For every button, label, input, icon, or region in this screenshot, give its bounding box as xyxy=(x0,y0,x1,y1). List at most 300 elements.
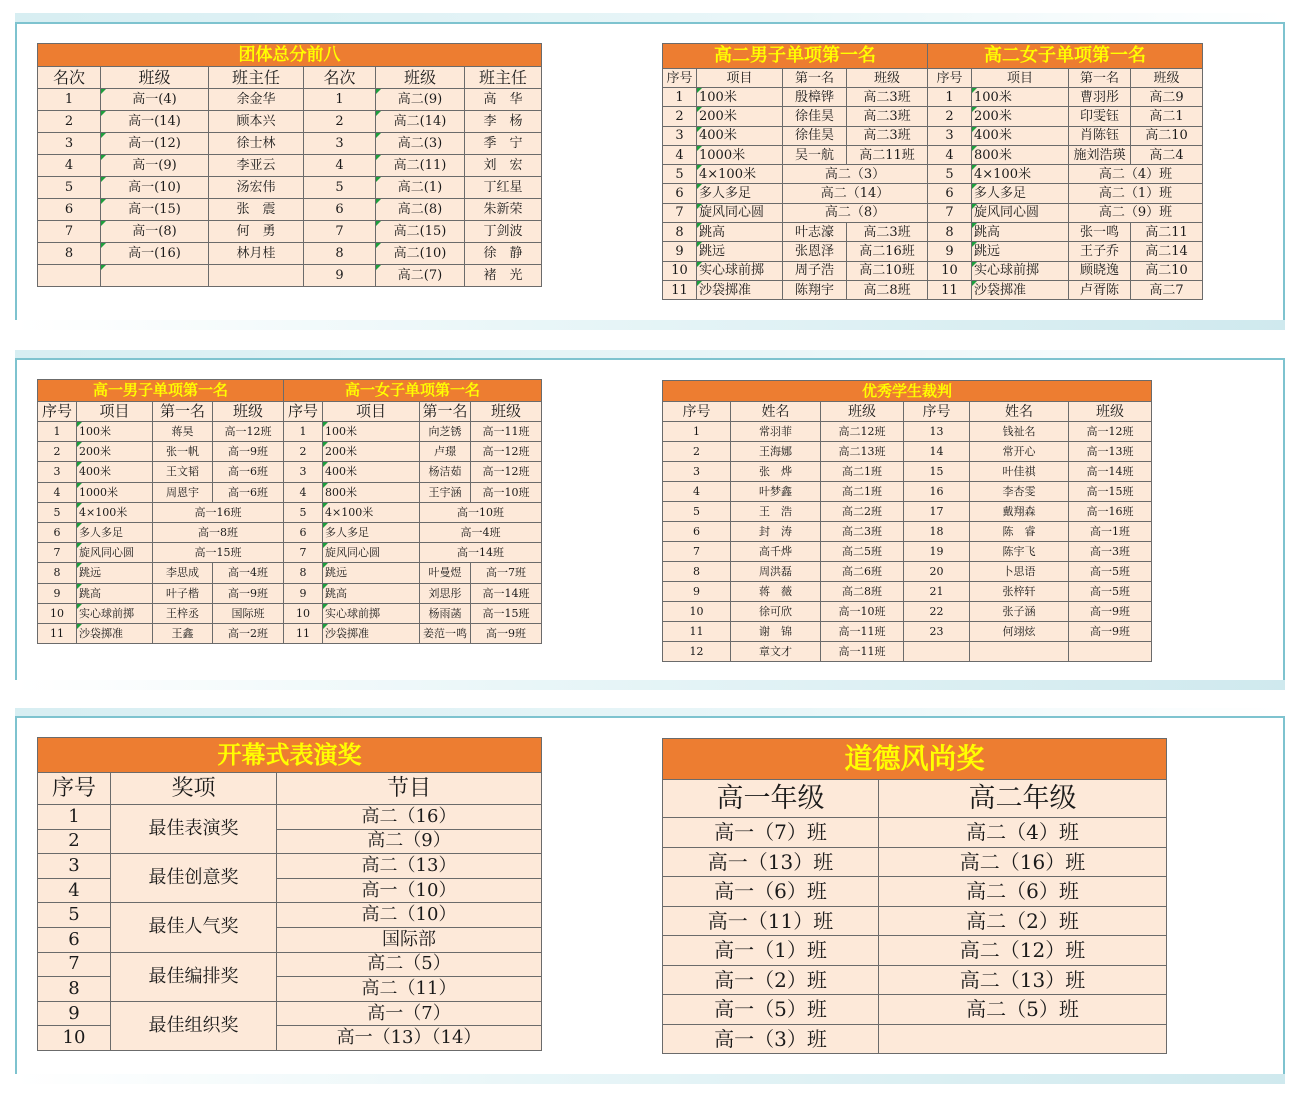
team-cell-class: 高一(15) xyxy=(101,199,209,221)
event-number: 9 xyxy=(284,583,323,603)
table-row xyxy=(38,265,542,287)
team-cell-rank: 8 xyxy=(38,243,101,265)
judge-number: 4 xyxy=(663,482,731,502)
team-cell-class: 高二(9) xyxy=(376,89,465,111)
column-header: 项目 xyxy=(323,402,420,422)
team-cell-class: 高二(8) xyxy=(376,199,465,221)
winner-class: 高二（9）班 xyxy=(1069,203,1203,222)
column-header: 班级 xyxy=(847,69,928,88)
column-header: 序号 xyxy=(663,69,697,88)
table-row xyxy=(663,482,1152,502)
winner-name: 姜范一鸣 xyxy=(420,623,471,643)
judge-class: 高二8班 xyxy=(821,582,904,602)
event-name: 400米 xyxy=(77,462,153,482)
judge-number: 7 xyxy=(663,542,731,562)
column-header: 项目 xyxy=(972,69,1069,88)
judge-class: 高一15班 xyxy=(1069,482,1152,502)
event-name: 沙袋掷准 xyxy=(972,280,1069,299)
winner-class: 高一14班 xyxy=(420,543,542,563)
table-row xyxy=(38,482,542,502)
team-cell-rank: 6 xyxy=(38,199,101,221)
team-cell-rank: 7 xyxy=(304,221,376,243)
event-number: 7 xyxy=(663,203,697,222)
event-number: 5 xyxy=(284,502,323,522)
judge-class: 高二1班 xyxy=(821,482,904,502)
judge-name xyxy=(970,642,1069,662)
event-name: 400米 xyxy=(972,126,1069,145)
judge-number: 23 xyxy=(904,622,970,642)
winner-name: 王鑫 xyxy=(153,623,213,643)
column-header: 奖项 xyxy=(111,773,277,805)
winner-class: 高一12班 xyxy=(213,422,284,442)
judge-name: 张梓轩 xyxy=(970,582,1069,602)
moral-award-title: 道德风尚奖 xyxy=(663,739,1167,780)
judge-number: 20 xyxy=(904,562,970,582)
table-row xyxy=(663,165,1203,184)
event-number: 3 xyxy=(663,126,697,145)
winner-class: 高一6班 xyxy=(213,462,284,482)
event-number: 4 xyxy=(928,145,972,164)
program-class: 高二（9） xyxy=(277,829,542,854)
winner-name: 叶子楷 xyxy=(153,583,213,603)
event-name: 跳高 xyxy=(323,583,420,603)
table-row xyxy=(663,877,1167,907)
program-class: 高一（7） xyxy=(277,1001,542,1026)
judge-name: 张 烨 xyxy=(731,462,821,482)
judge-name: 钱祉名 xyxy=(970,422,1069,442)
table-row xyxy=(663,107,1203,126)
team-cell-class: 高一(12) xyxy=(101,133,209,155)
event-number: 4 xyxy=(38,482,77,502)
table-row xyxy=(38,1001,542,1026)
winner-class: 高二3班 xyxy=(847,107,928,126)
team-cell-class: 高一(10) xyxy=(101,177,209,199)
grade2-class: 高二（2）班 xyxy=(879,906,1167,936)
judge-number: 22 xyxy=(904,602,970,622)
event-name: 沙袋掷准 xyxy=(77,623,153,643)
table-row xyxy=(663,203,1203,222)
column-header: 序号 xyxy=(284,402,323,422)
event-number: 11 xyxy=(663,280,697,299)
column-header: 节目 xyxy=(277,773,542,805)
team-cell-teacher: 褚 光 xyxy=(465,265,542,287)
program-number: 6 xyxy=(38,927,111,952)
winner-class: 高一15班 xyxy=(153,543,284,563)
program-number: 1 xyxy=(38,805,111,830)
team-cell-teacher: 何 勇 xyxy=(209,221,304,243)
table-row xyxy=(663,442,1152,462)
event-name: 旋风同心圆 xyxy=(697,203,783,222)
program-number: 3 xyxy=(38,854,111,879)
event-number: 10 xyxy=(663,261,697,280)
winner-class: 高二（1）班 xyxy=(1069,184,1203,203)
winner-name: 周恩宇 xyxy=(153,482,213,502)
judge-class: 高一3班 xyxy=(1069,542,1152,562)
judge-class: 高一9班 xyxy=(1069,622,1152,642)
program-number: 8 xyxy=(38,977,111,1002)
header-row xyxy=(663,402,1152,422)
table-row xyxy=(663,502,1152,522)
team-cell-rank: 5 xyxy=(304,177,376,199)
winner-name: 印雯钰 xyxy=(1069,107,1131,126)
event-number: 8 xyxy=(663,223,697,242)
winner-class: 高二1 xyxy=(1131,107,1203,126)
table-row xyxy=(38,583,542,603)
grade1-class: 高一（2）班 xyxy=(663,965,879,995)
column-header: 班主任 xyxy=(209,67,304,89)
award-name: 最佳组织奖 xyxy=(111,1001,277,1050)
event-name: 100米 xyxy=(697,88,783,107)
judge-name: 王海娜 xyxy=(731,442,821,462)
table-row xyxy=(663,280,1203,299)
grade2-class: 高二（16）班 xyxy=(879,847,1167,877)
event-number: 5 xyxy=(38,502,77,522)
moral-award-table xyxy=(662,738,1167,1054)
program-class: 高二（5） xyxy=(277,952,542,977)
winner-name: 杨雨菡 xyxy=(420,603,471,623)
event-number: 1 xyxy=(928,88,972,107)
winner-class: 高一9班 xyxy=(471,623,542,643)
event-number: 7 xyxy=(928,203,972,222)
event-name: 200米 xyxy=(77,442,153,462)
team-cell-class: 高一(16) xyxy=(101,243,209,265)
team-cell-rank: 8 xyxy=(304,243,376,265)
event-name: 旋风同心圆 xyxy=(972,203,1069,222)
program-number: 7 xyxy=(38,952,111,977)
program-class: 国际部 xyxy=(277,927,542,952)
event-number: 6 xyxy=(284,522,323,542)
event-number: 1 xyxy=(38,422,77,442)
judge-name: 高千烨 xyxy=(731,542,821,562)
student-judges-title: 优秀学生裁判 xyxy=(663,381,1152,402)
judge-number: 3 xyxy=(663,462,731,482)
event-number: 7 xyxy=(284,543,323,563)
grade2-boys-title: 高二男子单项第一名 xyxy=(663,44,928,69)
table-row xyxy=(38,221,542,243)
judge-name: 卜思语 xyxy=(970,562,1069,582)
judge-class: 高一5班 xyxy=(1069,582,1152,602)
winner-class: 高一10班 xyxy=(420,502,542,522)
team-ranking-table xyxy=(37,43,542,287)
judge-number: 11 xyxy=(663,622,731,642)
judge-number: 19 xyxy=(904,542,970,562)
event-name: 4×100米 xyxy=(697,165,783,184)
table-row xyxy=(663,184,1203,203)
table-row xyxy=(663,562,1152,582)
winner-name: 卢胥陈 xyxy=(1069,280,1131,299)
team-cell-rank: 4 xyxy=(304,155,376,177)
event-name: 实心球前掷 xyxy=(697,261,783,280)
event-name: 跳高 xyxy=(697,223,783,242)
team-cell-teacher: 朱新荣 xyxy=(465,199,542,221)
column-header: 班级 xyxy=(101,67,209,89)
judge-name: 陈宇飞 xyxy=(970,542,1069,562)
event-name: 100米 xyxy=(77,422,153,442)
header-row xyxy=(38,402,542,422)
winner-class: 高二3班 xyxy=(847,223,928,242)
grade1-class: 高一（13）班 xyxy=(663,847,879,877)
event-name: 沙袋掷准 xyxy=(323,623,420,643)
judge-number: 16 xyxy=(904,482,970,502)
event-number: 7 xyxy=(38,543,77,563)
event-name: 实心球前掷 xyxy=(323,603,420,623)
grade1-singles-table xyxy=(37,379,542,644)
event-number: 3 xyxy=(38,462,77,482)
judge-name: 戴翔森 xyxy=(970,502,1069,522)
header-row xyxy=(38,67,542,89)
winner-class: 高二7 xyxy=(1131,280,1203,299)
winner-name: 卢璟 xyxy=(420,442,471,462)
winner-class: 高二9 xyxy=(1131,88,1203,107)
column-header: 序号 xyxy=(38,402,77,422)
event-name: 实心球前掷 xyxy=(972,261,1069,280)
event-number: 2 xyxy=(663,107,697,126)
team-cell-teacher: 高 华 xyxy=(465,89,542,111)
column-header: 姓名 xyxy=(731,402,821,422)
judge-number: 1 xyxy=(663,422,731,442)
column-header: 班级 xyxy=(376,67,465,89)
award-name: 最佳编排奖 xyxy=(111,952,277,1001)
table-row xyxy=(663,642,1152,662)
event-name: 400米 xyxy=(697,126,783,145)
team-cell-rank: 6 xyxy=(304,199,376,221)
table-row xyxy=(38,854,542,879)
program-number: 9 xyxy=(38,1001,111,1026)
winner-class: 高二11 xyxy=(1131,223,1203,242)
winner-class: 高二（14） xyxy=(783,184,928,203)
winner-class: 高一2班 xyxy=(213,623,284,643)
event-name: 沙袋掷准 xyxy=(697,280,783,299)
judge-number: 13 xyxy=(904,422,970,442)
winner-name: 张一帆 xyxy=(153,442,213,462)
winner-name: 向芝锈 xyxy=(420,422,471,442)
winner-name: 蒋昊 xyxy=(153,422,213,442)
header-row xyxy=(663,69,1203,88)
judge-class xyxy=(1069,642,1152,662)
team-cell-rank: 2 xyxy=(38,111,101,133)
winner-name: 曹羽彤 xyxy=(1069,88,1131,107)
column-header: 名次 xyxy=(38,67,101,89)
winner-class: 高二10 xyxy=(1131,261,1203,280)
table-row xyxy=(38,89,542,111)
opening-performance-title: 开幕式表演奖 xyxy=(38,738,542,773)
table-row xyxy=(663,422,1152,442)
event-number: 2 xyxy=(928,107,972,126)
event-number: 4 xyxy=(663,145,697,164)
judge-class: 高一14班 xyxy=(1069,462,1152,482)
team-cell-rank: 5 xyxy=(38,177,101,199)
event-name: 800米 xyxy=(972,145,1069,164)
table-row xyxy=(38,155,542,177)
winner-class: 高一10班 xyxy=(471,482,542,502)
event-name: 多人多足 xyxy=(323,522,420,542)
team-cell-class: 高一(8) xyxy=(101,221,209,243)
judge-class: 高二6班 xyxy=(821,562,904,582)
team-cell-class: 高二(3) xyxy=(376,133,465,155)
program-class: 高二（10） xyxy=(277,903,542,928)
judge-class: 高一13班 xyxy=(1069,442,1152,462)
winner-class: 高一12班 xyxy=(471,462,542,482)
judge-name: 徐可欣 xyxy=(731,602,821,622)
table-row xyxy=(38,543,542,563)
winner-name: 李思成 xyxy=(153,563,213,583)
judge-name: 封 涛 xyxy=(731,522,821,542)
team-cell-rank xyxy=(38,265,101,287)
grade2-girls-title: 高二女子单项第一名 xyxy=(928,44,1203,69)
team-cell-teacher: 徐士林 xyxy=(209,133,304,155)
event-number: 1 xyxy=(284,422,323,442)
grade1-class: 高一（5）班 xyxy=(663,995,879,1025)
program-class: 高二（11） xyxy=(277,977,542,1002)
judge-class: 高二2班 xyxy=(821,502,904,522)
opening-performance-table xyxy=(37,737,542,1051)
table-row xyxy=(663,582,1152,602)
judge-class: 高一16班 xyxy=(1069,502,1152,522)
winner-class: 高一16班 xyxy=(153,502,284,522)
table-row xyxy=(38,133,542,155)
winner-name: 施刘浩瑛 xyxy=(1069,145,1131,164)
column-header: 班主任 xyxy=(465,67,542,89)
event-number: 6 xyxy=(663,184,697,203)
winner-class: 高一9班 xyxy=(213,442,284,462)
column-header: 班级 xyxy=(1131,69,1203,88)
event-number: 3 xyxy=(284,462,323,482)
judge-number: 21 xyxy=(904,582,970,602)
judge-class: 高二12班 xyxy=(821,422,904,442)
event-number: 5 xyxy=(928,165,972,184)
judge-class: 高二13班 xyxy=(821,442,904,462)
table-row xyxy=(38,805,542,830)
table-row xyxy=(663,522,1152,542)
judge-name: 叶佳祺 xyxy=(970,462,1069,482)
event-number: 11 xyxy=(284,623,323,643)
event-name: 100米 xyxy=(972,88,1069,107)
team-cell-class: 高二(15) xyxy=(376,221,465,243)
award-name: 最佳人气奖 xyxy=(111,903,277,952)
judge-class: 高一10班 xyxy=(821,602,904,622)
event-name: 400米 xyxy=(323,462,420,482)
grade2-class: 高二（6）班 xyxy=(879,877,1167,907)
team-cell-rank: 1 xyxy=(304,89,376,111)
column-header: 第一名 xyxy=(420,402,471,422)
panel-3-bottom-stripe xyxy=(15,1074,1285,1084)
team-cell-teacher: 余金华 xyxy=(209,89,304,111)
table-row xyxy=(663,995,1167,1025)
winner-class: 高一15班 xyxy=(471,603,542,623)
event-number: 10 xyxy=(928,261,972,280)
team-cell-class: 高一(4) xyxy=(101,89,209,111)
event-number: 9 xyxy=(663,242,697,261)
winner-name: 叶志濠 xyxy=(783,223,847,242)
judge-name: 张子涵 xyxy=(970,602,1069,622)
grade1-class: 高一（11）班 xyxy=(663,906,879,936)
judge-name: 何翊炫 xyxy=(970,622,1069,642)
program-class: 高一（10） xyxy=(277,878,542,903)
grade1-class: 高一（7）班 xyxy=(663,818,879,848)
table-row xyxy=(38,522,542,542)
grade2-class: 高二（12）班 xyxy=(879,936,1167,966)
event-number: 9 xyxy=(38,583,77,603)
judge-number: 12 xyxy=(663,642,731,662)
winner-name: 王子乔 xyxy=(1069,242,1131,261)
team-cell-class: 高一(9) xyxy=(101,155,209,177)
grade2-class: 高二（4）班 xyxy=(879,818,1167,848)
judge-name: 蒋 薇 xyxy=(731,582,821,602)
event-number: 8 xyxy=(38,563,77,583)
winner-class: 高二10班 xyxy=(847,261,928,280)
event-name: 跳远 xyxy=(323,563,420,583)
team-cell-teacher: 李亚云 xyxy=(209,155,304,177)
grade2-singles-table xyxy=(662,43,1203,300)
winner-name: 王宇涵 xyxy=(420,482,471,502)
column-header: 第一名 xyxy=(1069,69,1131,88)
table-row xyxy=(38,502,542,522)
winner-class: 高一8班 xyxy=(153,522,284,542)
judge-name: 谢 锦 xyxy=(731,622,821,642)
team-cell-class: 高二(1) xyxy=(376,177,465,199)
event-name: 多人多足 xyxy=(697,184,783,203)
event-number: 4 xyxy=(284,482,323,502)
column-header: 序号 xyxy=(38,773,111,805)
winner-class: 高一9班 xyxy=(213,583,284,603)
winner-class: 高二4 xyxy=(1131,145,1203,164)
table-row xyxy=(38,462,542,482)
winner-class: 高二8班 xyxy=(847,280,928,299)
judge-number: 9 xyxy=(663,582,731,602)
event-name: 4×100米 xyxy=(77,502,153,522)
table-row xyxy=(38,177,542,199)
winner-class: 高二3班 xyxy=(847,126,928,145)
table-row xyxy=(663,462,1152,482)
judge-name: 常羽菲 xyxy=(731,422,821,442)
table-row xyxy=(663,936,1167,966)
event-name: 跳高 xyxy=(77,583,153,603)
column-header: 姓名 xyxy=(970,402,1069,422)
team-cell-class xyxy=(101,265,209,287)
grade2-class: 高二（13）班 xyxy=(879,965,1167,995)
winner-name: 刘思彤 xyxy=(420,583,471,603)
event-name: 200米 xyxy=(972,107,1069,126)
judge-name: 李杏雯 xyxy=(970,482,1069,502)
event-number: 8 xyxy=(928,223,972,242)
team-cell-class: 高二(10) xyxy=(376,243,465,265)
event-number: 6 xyxy=(928,184,972,203)
winner-name: 肖陈钰 xyxy=(1069,126,1131,145)
column-header: 班级 xyxy=(1069,402,1152,422)
team-cell-class: 高二(14) xyxy=(376,111,465,133)
winner-class: 高二3班 xyxy=(847,88,928,107)
judge-class: 高二5班 xyxy=(821,542,904,562)
judge-number: 14 xyxy=(904,442,970,462)
winner-name: 陈翔宇 xyxy=(783,280,847,299)
event-name: 200米 xyxy=(323,442,420,462)
table-row xyxy=(663,906,1167,936)
event-number: 3 xyxy=(928,126,972,145)
event-number: 5 xyxy=(663,165,697,184)
team-cell-rank: 9 xyxy=(304,265,376,287)
judge-class: 高二1班 xyxy=(821,462,904,482)
column-header: 序号 xyxy=(663,402,731,422)
grade1-girls-title: 高一女子单项第一名 xyxy=(284,380,542,402)
table-row xyxy=(663,818,1167,848)
team-cell-rank: 2 xyxy=(304,111,376,133)
program-number: 2 xyxy=(38,829,111,854)
event-number: 11 xyxy=(928,280,972,299)
winner-class: 高二11班 xyxy=(847,145,928,164)
table-row xyxy=(38,111,542,133)
table-row xyxy=(38,623,542,643)
judge-number: 18 xyxy=(904,522,970,542)
